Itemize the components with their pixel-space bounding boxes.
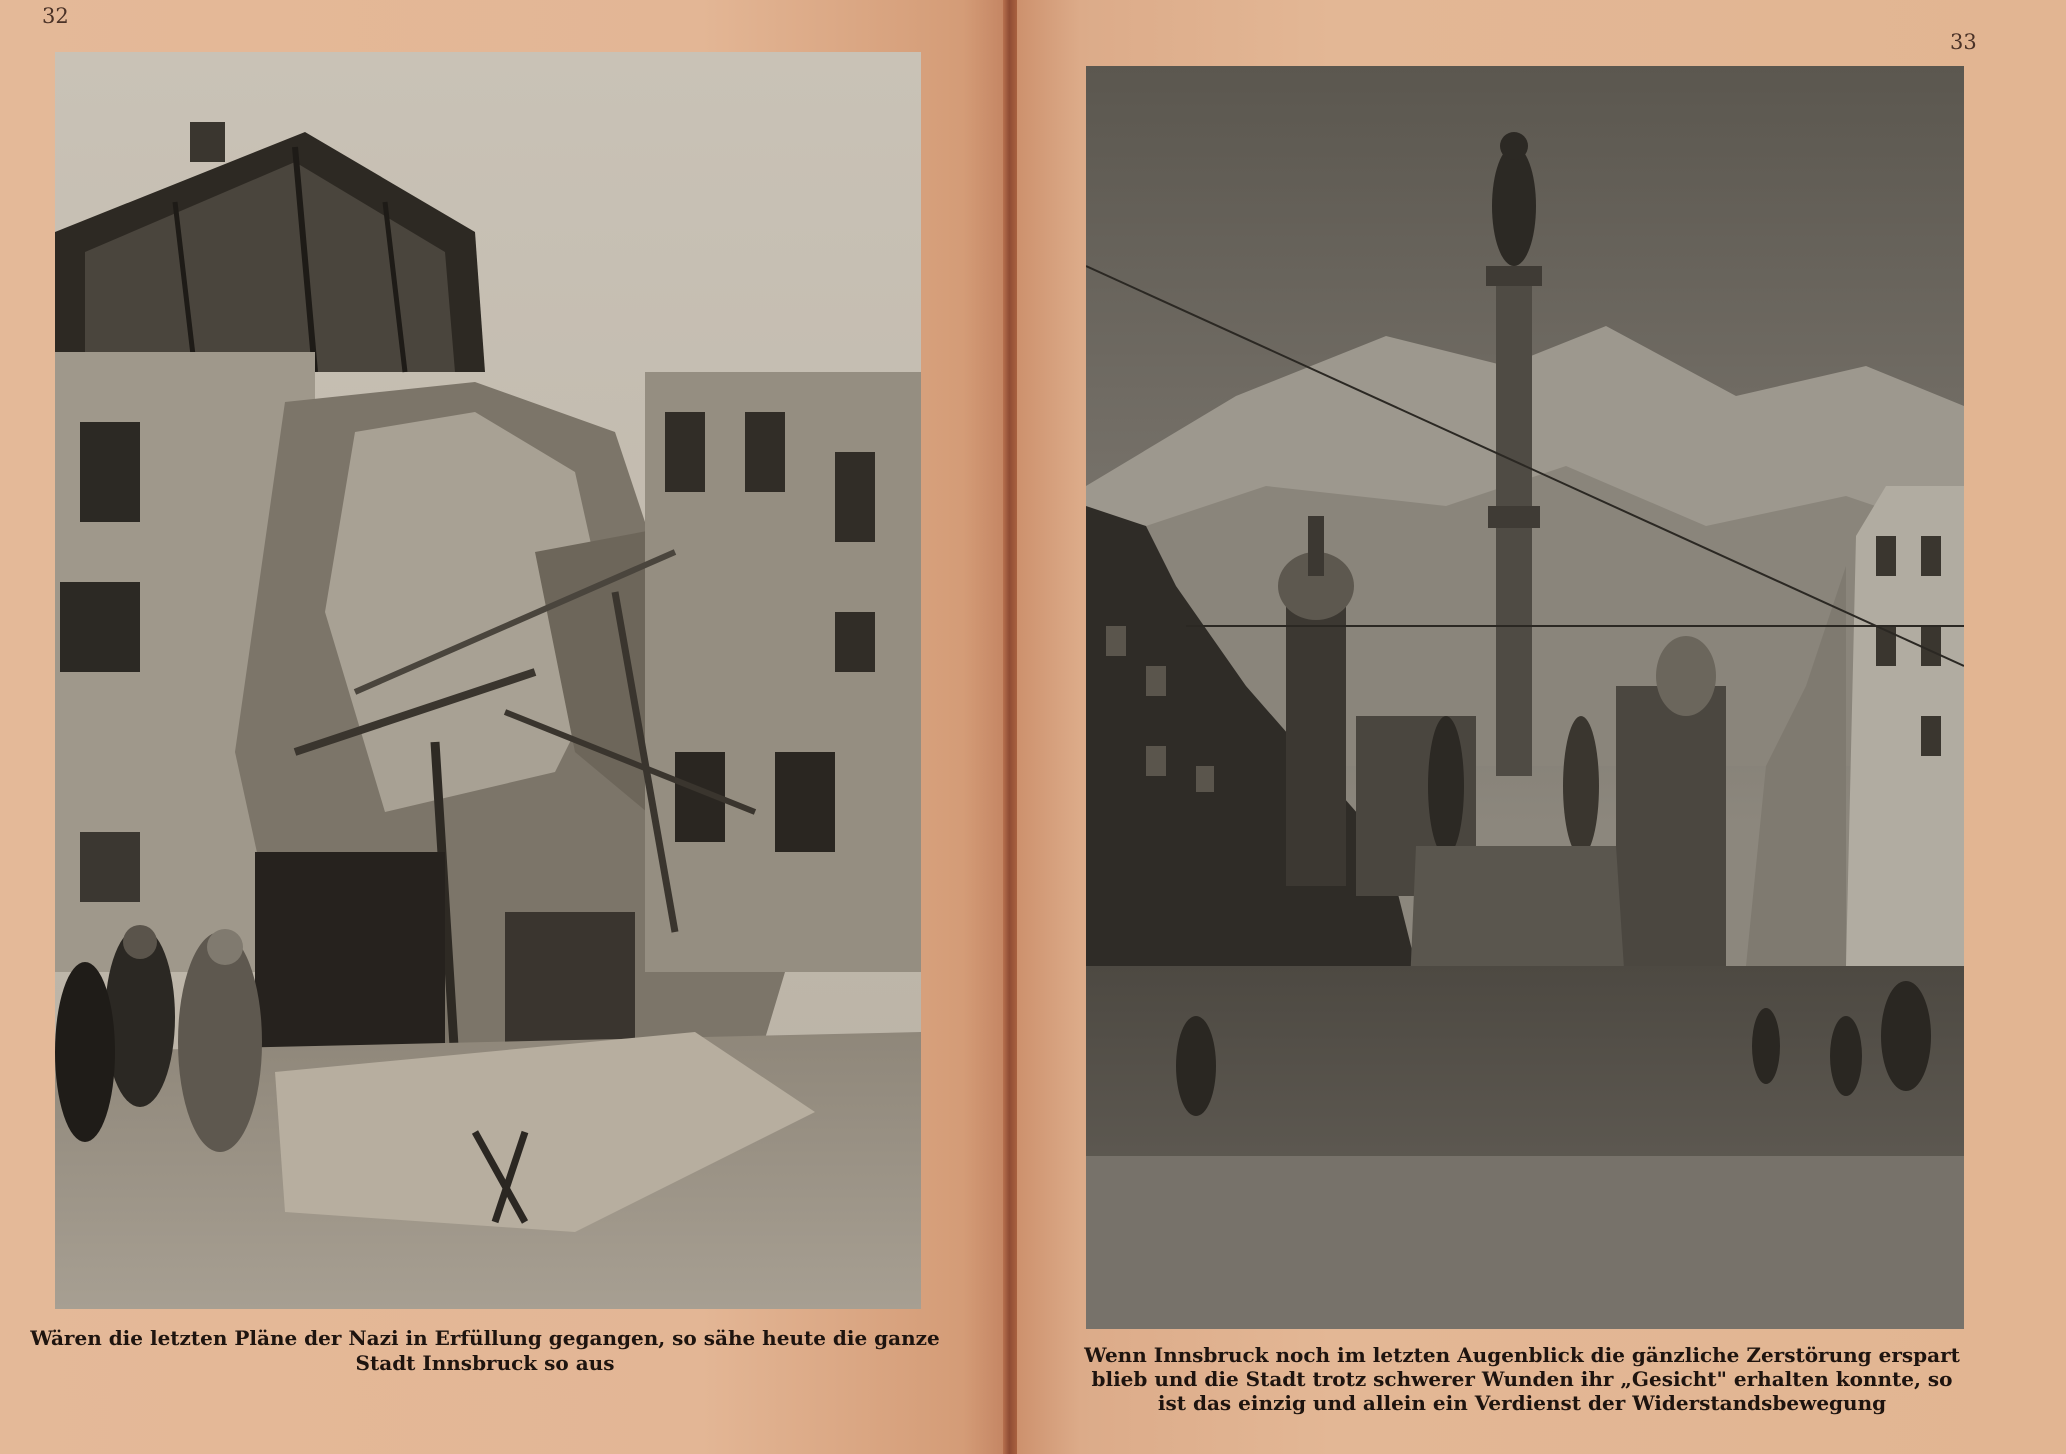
photo-anna-column xyxy=(1086,66,1964,1329)
caption-right-line-3: ist das einzig und allein ein Verdienst der Widerstandsbewegung xyxy=(1157,1391,1887,1415)
book-gutter xyxy=(1003,0,1017,1454)
left-page xyxy=(0,0,1003,1454)
caption-right-line-2: blieb und die Stadt trotz schwerer Wunden ihr „Gesicht" erhalten konnte, so xyxy=(1091,1367,1953,1391)
caption-right-line-1: Wenn Innsbruck noch im letzten Augenblick die gänzliche Zerstörung erspart xyxy=(1084,1343,1960,1367)
caption-left xyxy=(30,1326,940,1376)
caption-left-line-2: Stadt Innsbruck so aus xyxy=(355,1351,615,1375)
page-number-left: 32 xyxy=(42,4,69,28)
photo-bombed-building xyxy=(55,52,921,1309)
page-number-right: 33 xyxy=(1950,30,1977,54)
caption-right xyxy=(1066,1343,1978,1415)
caption-left-line-1: Wären die letzten Pläne der Nazi in Erfüllung gegangen, so sähe heute die ganze xyxy=(30,1326,940,1350)
